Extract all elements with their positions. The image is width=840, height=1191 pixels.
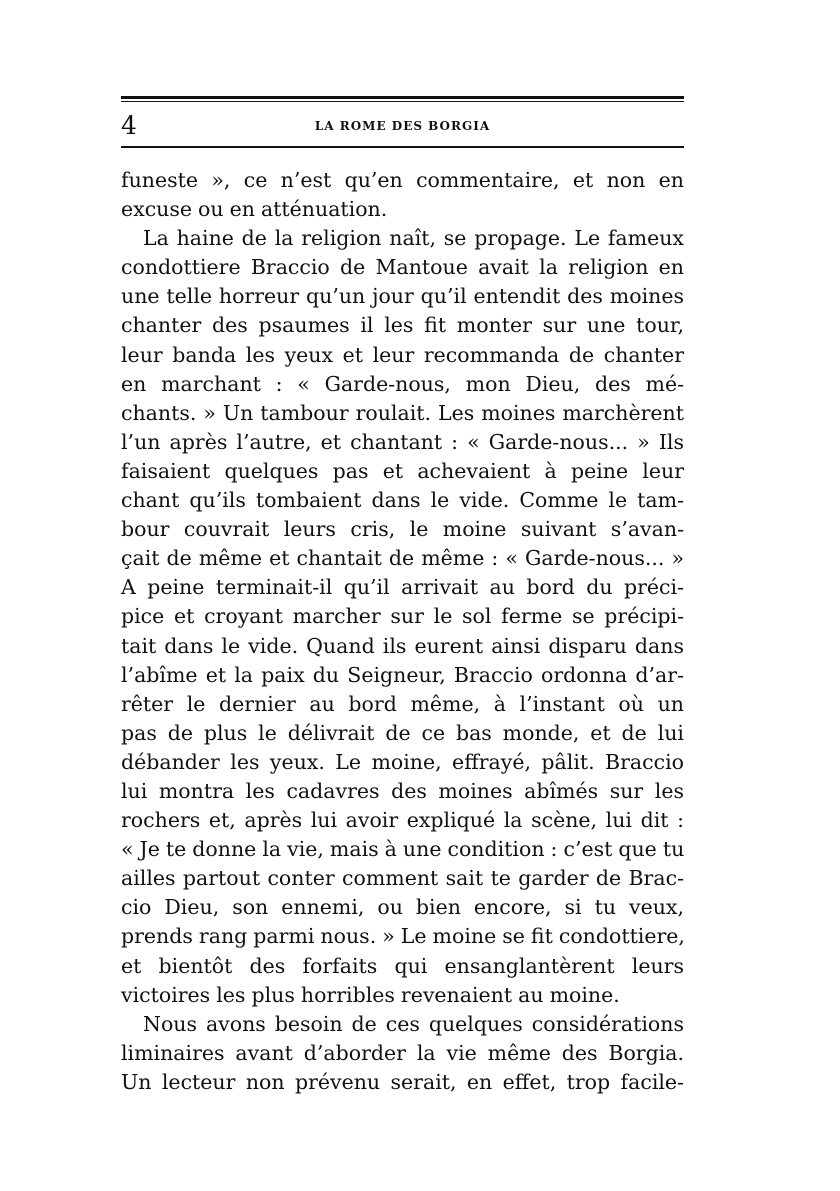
text-line: A peine terminait-il qu’il arrivait au bord du préci- [121,575,684,600]
text-line: prends rang parmi nous. » Le moine se fit condottiere, [121,924,685,949]
body-text [121,166,684,1097]
paragraph-start-line: Nous avons besoin de ces quelques considérations [143,1011,684,1036]
header-double-rule-thin [121,101,684,102]
text-line: l’un après l’autre, et chantant : « Garde-nous... » Ils [121,429,684,454]
header-bottom-rule [121,146,684,148]
text-line: tait dans le vide. Quand ils eurent ainsi disparu dans [121,633,684,658]
text-line: et bientôt des forfaits qui ensanglantèrent leurs [121,953,684,978]
text-line: en marchant : « Garde-nous, mon Dieu, des mé- [121,371,684,396]
text-line: leur banda les yeux et leur recommanda de chanter [121,342,684,367]
text-line: une telle horreur qu’un jour qu’il entendit des moines [121,284,684,309]
text-line: pas de plus le délivrait de ce bas monde, et de lui [121,720,684,745]
text-line: chant qu’ils tombaient dans le vide. Comme le tam- [121,488,684,513]
text-line: pice et croyant marcher sur le sol ferme se précipi- [121,604,684,629]
text-line: funeste », ce n’est qu’en commentaire, et non en [121,168,684,192]
text-line: victoires les plus horribles revenaient au moine. [121,982,620,1007]
text-line: condottiere Braccio de Mantoue avait la religion en [121,255,684,280]
page-number: 4 [121,111,137,140]
text-line: lui montra les cadavres des moines abîmés sur les [121,778,684,803]
text-line: çait de même et chantait de même : « Garde-nous... » [121,546,684,571]
text-line: chants. » Un tambour roulait. Les moines marchèrent [121,400,684,425]
text-line: bour couvrait leurs cris, le moine suivant s’avan- [121,517,684,542]
text-line: débander les yeux. Le moine, effrayé, pâlit. Braccio [121,749,684,774]
text-line: ailles partout conter comment sait te garder de Brac- [121,866,684,891]
header-double-rule-thick [121,96,684,99]
text-line: l’abîme et la paix du Seigneur, Braccio ordonna d’ar- [121,662,684,687]
paragraph-start-line: La haine de la religion naît, se propage. Le fameux [143,226,684,251]
text-line: Un lecteur non prévenu serait, en effet, trop facile- [121,1069,684,1094]
running-header [121,112,684,140]
text-line: excuse ou en atténuation. [121,197,388,222]
running-title: LA ROME DES BORGIA [314,119,491,133]
text-line: liminaires avant d’aborder la vie même des Borgia. [121,1040,684,1065]
text-line: « Je te donne la vie, mais à une condition : c’est que tu [121,837,685,862]
text-line: cio Dieu, son ennemi, ou bien encore, si tu veux, [121,895,684,920]
text-line: rochers et, après lui avoir expliqué la scène, lui dit : [121,808,684,833]
text-line: faisaient quelques pas et achevaient à peine leur [121,458,684,483]
text-line: chanter des psaumes il les fit monter sur une tour, [121,313,684,338]
text-line: rêter le dernier au bord même, à l’instant où un [121,691,684,716]
